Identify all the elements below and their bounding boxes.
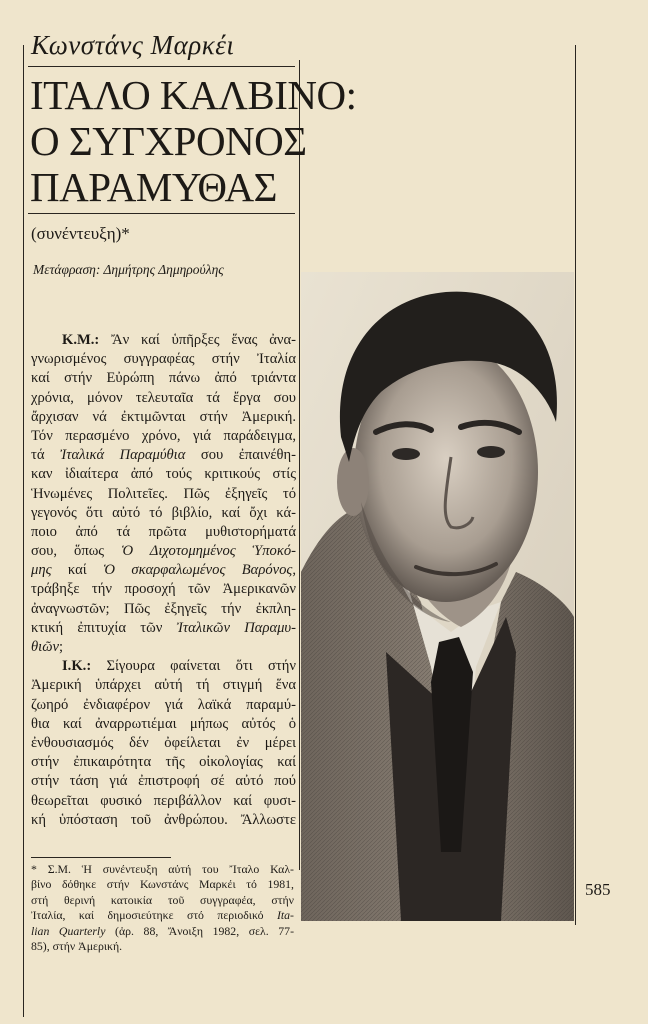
body-line: ἀναγνωστῶν; Πῶς ἐξηγεῖς τήν ἐκπλη- <box>31 600 296 617</box>
body-line: θια καί ἀναρρωτιέμαι μήπως αὐτός ὁ <box>31 715 296 732</box>
translator-credit: Μετάφραση: Δημήτρης Δημηρούλης <box>33 262 224 277</box>
interview-body <box>31 331 296 830</box>
body-line: γεγονός ὅτι αὐτό τό βιβλίο, καί ὄχι κά- <box>31 504 296 521</box>
title-line: Ο ΣΥΓΧΡΟΝΟΣ <box>30 118 307 164</box>
body-line: ἄρχισαν νά ἐκτιμῶνται στήν Ἀμερική. <box>31 408 296 425</box>
book-title: Ἰταλικά Παραμύθια <box>59 447 186 464</box>
body-line: μης καί Ὁ σκαρφαλωμένος Βαρόνος, <box>31 562 296 579</box>
footnote-rule <box>31 857 171 858</box>
body-line: κτική ἐπιτυχία τῶν Ἰταλικῶν Παραμυ- <box>31 619 296 636</box>
body-line: καί στήν Εὐρώπη πάνω ἀπό τριάντα <box>31 370 296 387</box>
body-line: θεωρεῖται φυσικό περιβάλλον καί φυσι- <box>31 792 296 809</box>
title-top-rule <box>28 66 295 67</box>
title-bottom-rule <box>28 213 295 214</box>
body-line: ἐνθουσιασμός δέν ὀφείλεται ἐν μέρει <box>31 734 296 751</box>
body-line: ζωηρό ἐνδιαφέρον γιά λαϊκά παραμύ- <box>31 696 296 713</box>
article-subtitle: (συνέντευξη)* <box>31 224 130 243</box>
title-line: ΙΤΑΛΟ ΚΑΛΒΙΝΟ: <box>30 72 357 118</box>
body-line: χρόνια, μόνον τελευταῖα τά ἔργα σου <box>31 389 296 406</box>
book-title: Ὁ Διχοτομημένος Ὑποκό- <box>121 543 296 560</box>
body-line: γνωρισμένος συγγραφέας στήν Ἰταλία <box>31 351 296 368</box>
right-margin-rule <box>575 45 576 925</box>
body-line: Ἀμερική ὑπάρχει αὐτή τή στιγμή ἕνα <box>31 677 296 694</box>
body-line: τράβηξε τήν προσοχή τῶν Ἀμερικανῶν <box>31 581 296 598</box>
footnote <box>31 862 294 954</box>
footnote-line: lian Quarterly (ἀρ. 88, Ἄνοιξη 1982, σελ. 77- <box>31 923 294 938</box>
body-line: τά Ἰταλικά Παραμύθια σου ἐπαινέθη- <box>31 447 296 464</box>
body-line: Κ.Μ.: Ἄν καί ὑπῆρξες ἕνας ἀνα- <box>62 332 297 348</box>
speaker-label: Κ.Μ.: <box>62 332 100 348</box>
body-line: θιῶν; <box>31 639 64 655</box>
footnote-line: Ἰταλία, καί δημοσιεύτηκε στό περιοδικό Ita- <box>31 908 294 923</box>
body-line: Τόν περασμένο χρόνο, γιά παράδειγμα, <box>31 427 296 444</box>
body-line: σου, ὅπως Ὁ Διχοτομημένος Ὑποκό- <box>31 543 296 560</box>
book-title: Ἰταλικῶν Παραμυ- <box>176 619 296 636</box>
left-margin-rule <box>23 45 24 1017</box>
title-line: ΠΑΡΑΜΥΘΑΣ <box>30 164 277 210</box>
portrait-photo-icon <box>301 272 574 921</box>
footnote-line: 85), στήν Ἀμερική. <box>31 939 123 954</box>
speaker-label: Ι.Κ.: <box>62 658 92 675</box>
body-line: καν ἰδιαίτερα ἀπό τούς κριτικούς στίς <box>31 466 296 483</box>
footnote-line: στή θερινή κατοικία τοῦ συγγραφέα, στήν <box>31 892 294 907</box>
body-line: Ἡνωμένες Πολιτεῖες. Πῶς ἐξηγεῖς τό <box>31 485 296 502</box>
body-line: Ι.Κ.: Σίγουρα φαίνεται ὅτι στήν <box>62 658 296 675</box>
book-title: Ὁ σκαρφαλωμένος Βαρόνος <box>103 562 293 579</box>
body-line: στήν τάση γιά ἐπιστροφή σέ αὐτό πού <box>31 773 296 790</box>
page-number: 585 <box>585 880 611 899</box>
body-line: κή ὑπόσταση τοῦ ἀνθρώπου. Ἄλλωστε <box>31 811 296 828</box>
footnote-line: βίνο δόθηκε στήν Κωνστάνς Μαρκέι τό 1981, <box>31 877 294 892</box>
article-title <box>30 72 357 210</box>
body-line: ποιο ἀπό τά πρῶτα μυθιστορήματά <box>31 523 296 540</box>
body-line: στήν ἐπικαιρότητα τῆς οἰκολογίας καί <box>31 754 296 771</box>
author-name: Κωνστάνς Μαρκέι <box>31 30 235 60</box>
footnote-line: * Σ.Μ. Ἡ συνέντευξη αὐτή του Ἴταλο Καλ- <box>31 862 294 876</box>
